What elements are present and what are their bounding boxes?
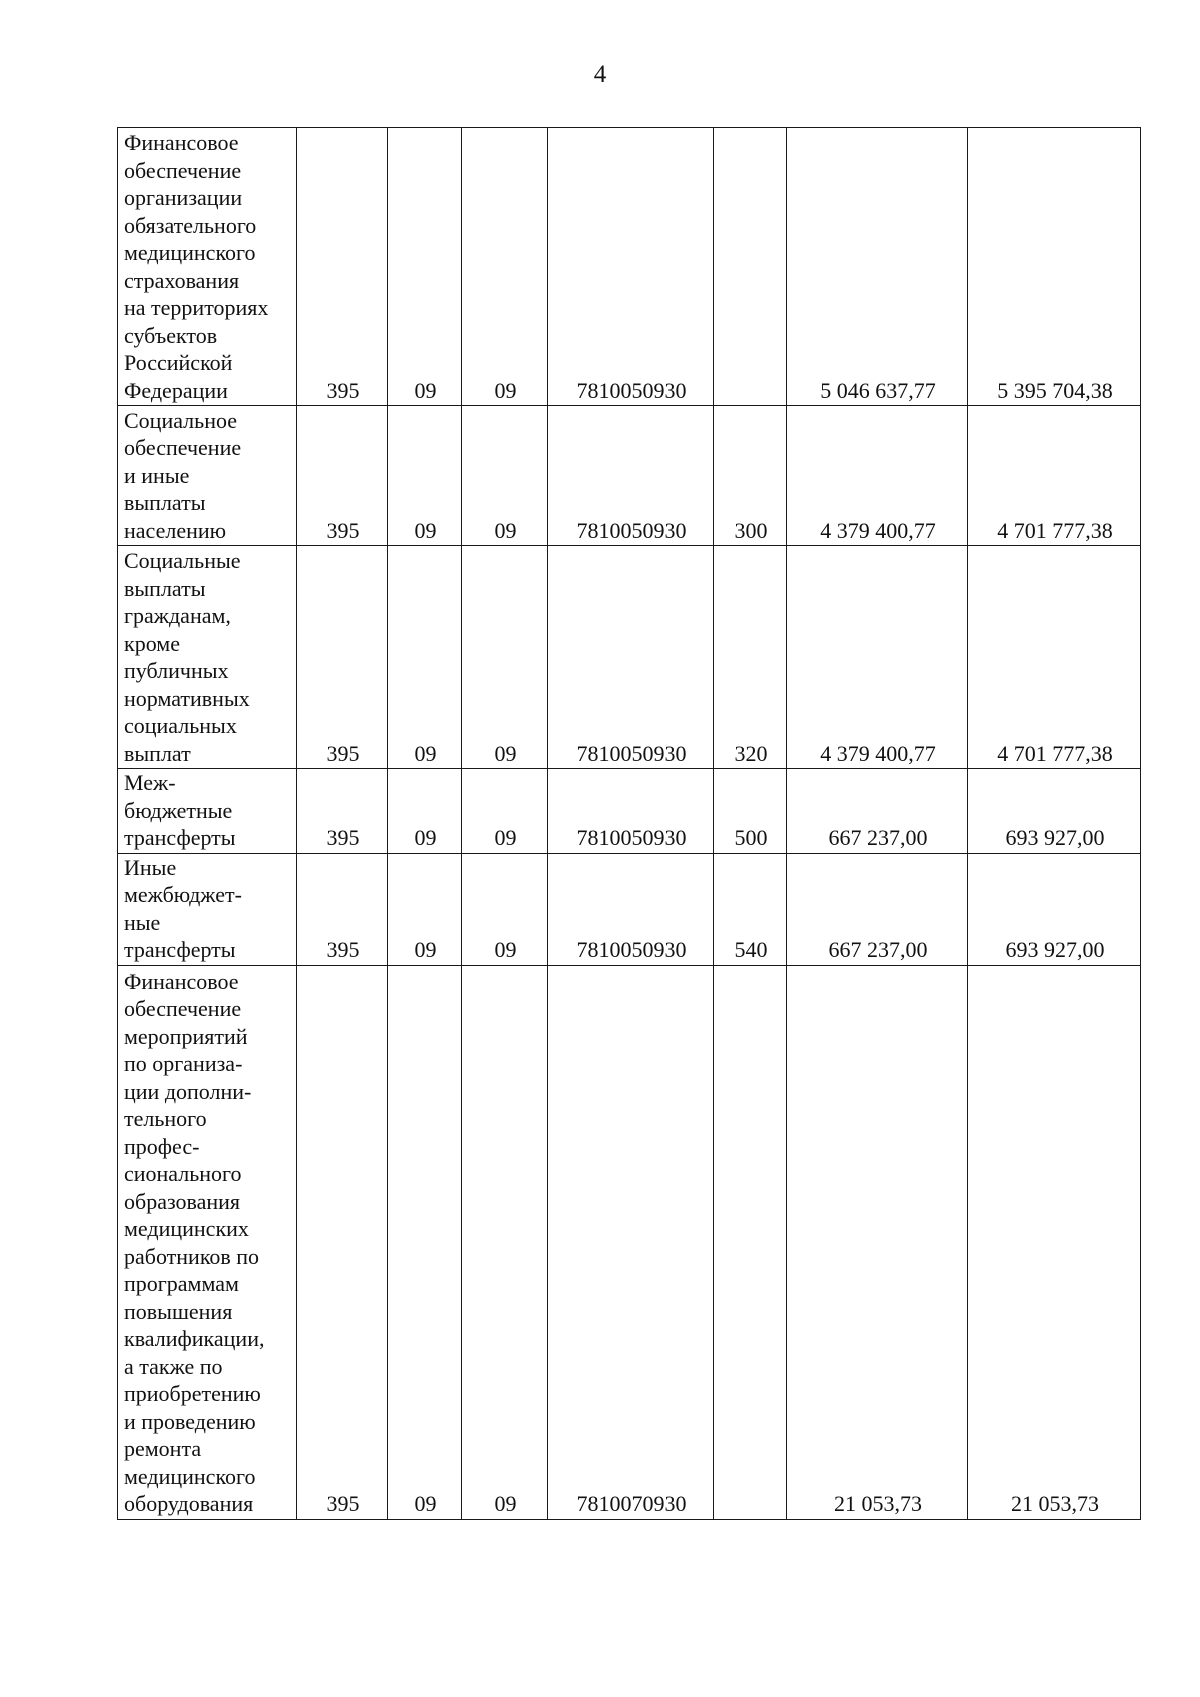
- table-row: [118, 853, 1141, 965]
- cell-name: [118, 965, 297, 1519]
- cell-sum-1: 667 237,00: [787, 769, 968, 854]
- cell-sum-2: 693 927,00: [968, 853, 1141, 965]
- cell-csr: 7810050930: [548, 546, 714, 769]
- cell-sum-1: 4 379 400,77: [787, 546, 968, 769]
- table-row: [118, 406, 1141, 546]
- cell-grbs: 395: [297, 965, 388, 1519]
- table-row: [118, 128, 1141, 406]
- cell-sum-2: 21 053,73: [968, 965, 1141, 1519]
- cell-sum-1: 5 046 637,77: [787, 128, 968, 406]
- cell-sum-1: 4 379 400,77: [787, 406, 968, 546]
- cell-sum-1: 667 237,00: [787, 853, 968, 965]
- cell-sum-1: 21 053,73: [787, 965, 968, 1519]
- cell-name: [118, 853, 297, 965]
- cell-vr: [714, 128, 787, 406]
- row-name-text: Финансовое обеспечение организации обязательного медицинского страхования на территориях субъектов Российской Федерации: [124, 130, 269, 403]
- cell-vr: [714, 965, 787, 1519]
- cell-grbs: 395: [297, 406, 388, 546]
- cell-pr: 09: [462, 965, 548, 1519]
- cell-vr: 500: [714, 769, 787, 854]
- row-name-text: Финансовое обеспечение мероприятий по организа- ции дополни- тельного профес- сионального образования медицинских работников по программам повышения квалификации, а также по приобретению и проведению ремонта медицинского оборудования: [124, 968, 265, 1516]
- cell-name: [118, 769, 297, 854]
- row-name-text: Социальное обеспечение и иные выплаты населению: [124, 407, 242, 543]
- cell-rz: 09: [388, 853, 462, 965]
- row-name-text: Социальные выплаты гражданам, кроме публичных нормативных социальных выплат: [124, 548, 250, 766]
- cell-name: [118, 406, 297, 546]
- cell-name: [118, 128, 297, 406]
- cell-pr: 09: [462, 769, 548, 854]
- cell-grbs: 395: [297, 128, 388, 406]
- cell-csr: 7810050930: [548, 406, 714, 546]
- cell-vr: 540: [714, 853, 787, 965]
- cell-rz: 09: [388, 546, 462, 769]
- cell-name: [118, 546, 297, 769]
- cell-sum-2: 693 927,00: [968, 769, 1141, 854]
- table-row: [118, 769, 1141, 854]
- cell-rz: 09: [388, 965, 462, 1519]
- row-name-text: Иные межбюджет- ные трансферты: [124, 854, 242, 962]
- cell-csr: 7810050930: [548, 128, 714, 406]
- cell-vr: 300: [714, 406, 787, 546]
- budget-table: [117, 127, 1141, 1520]
- cell-pr: 09: [462, 128, 548, 406]
- row-name-text: Меж- бюджетные трансферты: [124, 770, 236, 850]
- cell-sum-2: 4 701 777,38: [968, 406, 1141, 546]
- cell-rz: 09: [388, 128, 462, 406]
- table-row: [118, 546, 1141, 769]
- cell-sum-2: 5 395 704,38: [968, 128, 1141, 406]
- cell-csr: 7810050930: [548, 853, 714, 965]
- cell-pr: 09: [462, 406, 548, 546]
- page-number: 4: [593, 61, 607, 88]
- table-row: [118, 965, 1141, 1519]
- cell-pr: 09: [462, 853, 548, 965]
- cell-csr: 7810050930: [548, 769, 714, 854]
- cell-csr: 7810070930: [548, 965, 714, 1519]
- cell-grbs: 395: [297, 546, 388, 769]
- cell-vr: 320: [714, 546, 787, 769]
- cell-grbs: 395: [297, 769, 388, 854]
- cell-sum-2: 4 701 777,38: [968, 546, 1141, 769]
- cell-rz: 09: [388, 406, 462, 546]
- cell-pr: 09: [462, 546, 548, 769]
- cell-rz: 09: [388, 769, 462, 854]
- cell-grbs: 395: [297, 853, 388, 965]
